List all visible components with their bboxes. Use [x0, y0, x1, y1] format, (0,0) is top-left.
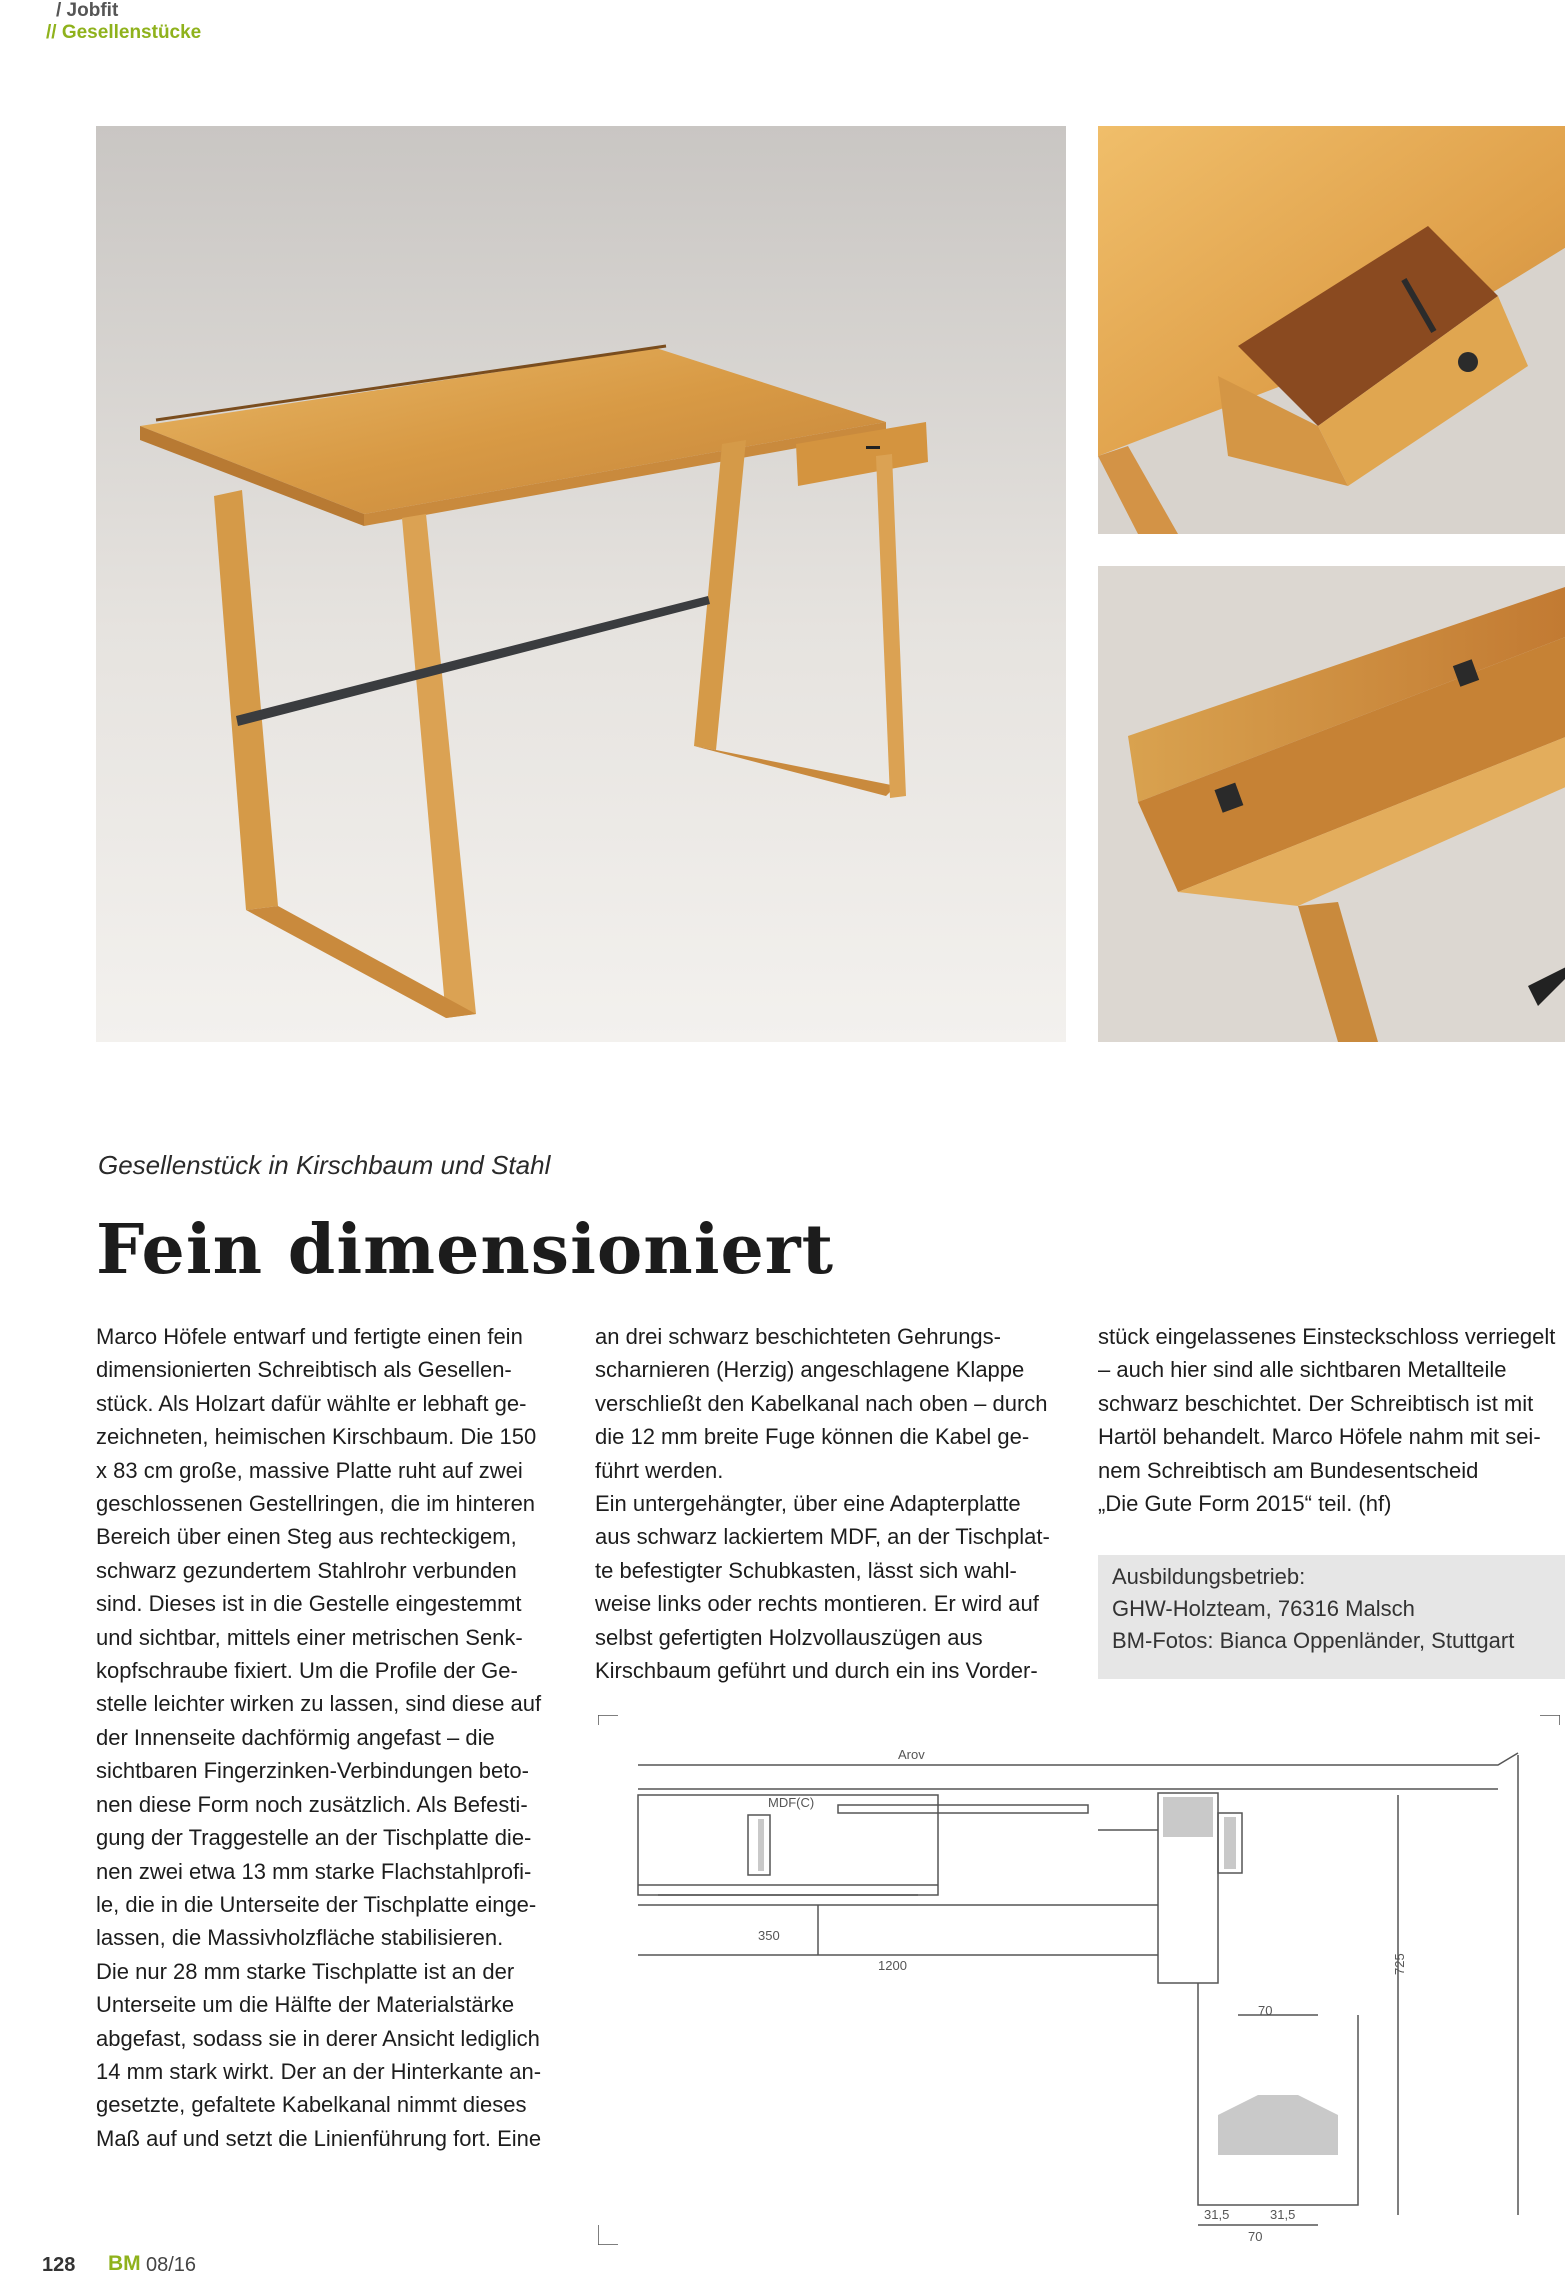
subsection-label: // Gesellenstücke: [46, 22, 202, 43]
dim-350: 350: [758, 1928, 780, 1943]
article-line: die 12 mm breite Fuge können die Kabel ge-: [595, 1424, 1030, 1450]
article-line: „Die Gute Form 2015“ teil. (hf): [1098, 1491, 1392, 1517]
article-line: selbst gefertigten Holzvollauszügen aus: [595, 1624, 983, 1650]
magazine-brand: BM: [108, 2252, 141, 2275]
cable-channel-illustration: [1098, 566, 1565, 1042]
label-mdf: MDF(C): [768, 1795, 815, 1810]
page-number: 128: [42, 2254, 76, 2276]
technical-drawing-svg: [598, 1715, 1560, 2245]
article-kicker: Gesellenstück in Kirschbaum und Stahl: [98, 1150, 551, 1180]
article-line: le, die in die Unterseite der Tischplatte einge-: [96, 1891, 537, 1917]
article-line: lassen, die Massivholzfläche stabilisieren.: [96, 1925, 504, 1951]
article-line: an drei schwarz beschichteten Gehrungs-: [595, 1324, 1001, 1349]
drawer-photo: [1098, 126, 1565, 534]
article-line: dimensionierten Schreibtisch als Gesellen-: [96, 1357, 512, 1383]
article-line: Hartöl behandelt. Marco Höfele nahm mit sei-: [1098, 1424, 1541, 1450]
label-arov: Arov: [898, 1747, 925, 1762]
article-line: weise links oder rechts montieren. Er wird auf: [595, 1591, 1039, 1617]
article-line: – auch hier sind alle sichtbaren Metallteile: [1098, 1357, 1507, 1383]
article-line: schwarz gezundertem Stahlrohr verbunden: [96, 1557, 517, 1583]
dim-70: 70: [1258, 2003, 1273, 2018]
article-column-2: [595, 1320, 1065, 1687]
article-line: gesetzte, gefaltete Kabelkanal nimmt dieses: [96, 2092, 527, 2118]
article-column-3: [1098, 1320, 1565, 1520]
article-line: Maß auf und setzt die Linienführung fort. Eine: [96, 2125, 542, 2151]
article-line: Bereich über einen Steg aus rechteckigem,: [96, 1524, 517, 1550]
credits-photos: BM-Fotos: Bianca Oppenländer, Stuttgart: [1112, 1628, 1515, 1653]
article-line: Marco Höfele entwarf und fertigte einen fein: [96, 1324, 523, 1349]
article-line: te befestigter Schubkasten, lässt sich wahl-: [595, 1557, 1017, 1583]
article-line: zeichneten, heimischen Kirschbaum. Die 150: [96, 1424, 537, 1450]
article-line: Unterseite um die Hälfte der Materialstärke: [96, 1992, 515, 2018]
article-line: sind. Dieses ist in die Gestelle eingestemmt: [96, 1591, 522, 1617]
article-headline: Fein dimensioniert: [96, 1210, 835, 1290]
article-line: scharnieren (Herzig) angeschlagene Klappe: [595, 1357, 1025, 1383]
article-line: Kirschbaum geführt und durch ein ins Vorder-: [595, 1658, 1038, 1684]
credits-box: [1098, 1555, 1565, 1679]
desk-illustration: [96, 126, 1066, 1042]
dim-1200: 1200: [878, 1958, 907, 1973]
dim-right-315: 31,5: [1270, 2207, 1296, 2222]
article-line: führt werden.: [595, 1457, 724, 1483]
article-line: stelle leichter wirken zu lassen, sind diese auf: [96, 1691, 542, 1717]
article-line: sichtbaren Fingerzinken-Verbindungen beto-: [96, 1758, 529, 1784]
credits-company-label: Ausbildungsbetrieb:: [1112, 1564, 1306, 1589]
article-line: aus schwarz lackiertem MDF, an der Tischplat-: [595, 1524, 1050, 1550]
article-line: Die nur 28 mm starke Tischplatte ist an der: [96, 1958, 515, 1984]
article-line: geschlossenen Gestellringen, die im hinteren: [96, 1491, 536, 1517]
article-line: gung der Traggestelle an der Tischplatte die-: [96, 1825, 532, 1851]
article-line: nem Schreibtisch am Bundesentscheid: [1098, 1457, 1479, 1483]
article-line: nen zwei etwa 13 mm starke Flachstahlprofi-: [96, 1858, 532, 1884]
article-line: und sichtbar, mittels einer metrischen Senk-: [96, 1624, 523, 1650]
credits-company: GHW-Holzteam, 76316 Malsch: [1112, 1596, 1415, 1621]
article-line: stück eingelassenes Einsteckschloss verriegelt: [1098, 1324, 1556, 1349]
article-line: stück. Als Holzart dafür wählte er lebhaft ge-: [96, 1390, 527, 1416]
article-line: 14 mm stark wirkt. Der an der Hinterkante an-: [96, 2058, 542, 2084]
article-column-1: [96, 1320, 566, 2155]
article-line: schwarz beschichtet. Der Schreibtisch ist mit: [1098, 1390, 1534, 1416]
magazine-issue: 08/16: [146, 2254, 197, 2276]
dim-725: 725: [1392, 1953, 1407, 1975]
article-line: der Innenseite dachförmig angefast – die: [96, 1724, 495, 1750]
article-line: kopfschraube fixiert. Um die Profile der Ge-: [96, 1658, 518, 1684]
dim-left-315: 31,5: [1204, 2207, 1230, 2222]
cable-channel-photo: [1098, 566, 1565, 1042]
article-line: nen diese Form noch zusätzlich. Als Befesti-: [96, 1791, 528, 1817]
article-line: x 83 cm große, massive Platte ruht auf zwei: [96, 1457, 523, 1483]
technical-drawing: [598, 1715, 1560, 2245]
dim-bottom-70: 70: [1248, 2229, 1263, 2244]
article-line: verschließt den Kabelkanal nach oben – durch: [595, 1390, 1048, 1416]
desk-photo: [96, 126, 1066, 1042]
article-line: Ein untergehängter, über eine Adapterplatte: [595, 1491, 1021, 1517]
section-label: / Jobfit: [56, 0, 119, 21]
article-line: abgefast, sodass sie in derer Ansicht lediglich: [96, 2025, 540, 2051]
drawer-illustration: [1098, 126, 1565, 534]
